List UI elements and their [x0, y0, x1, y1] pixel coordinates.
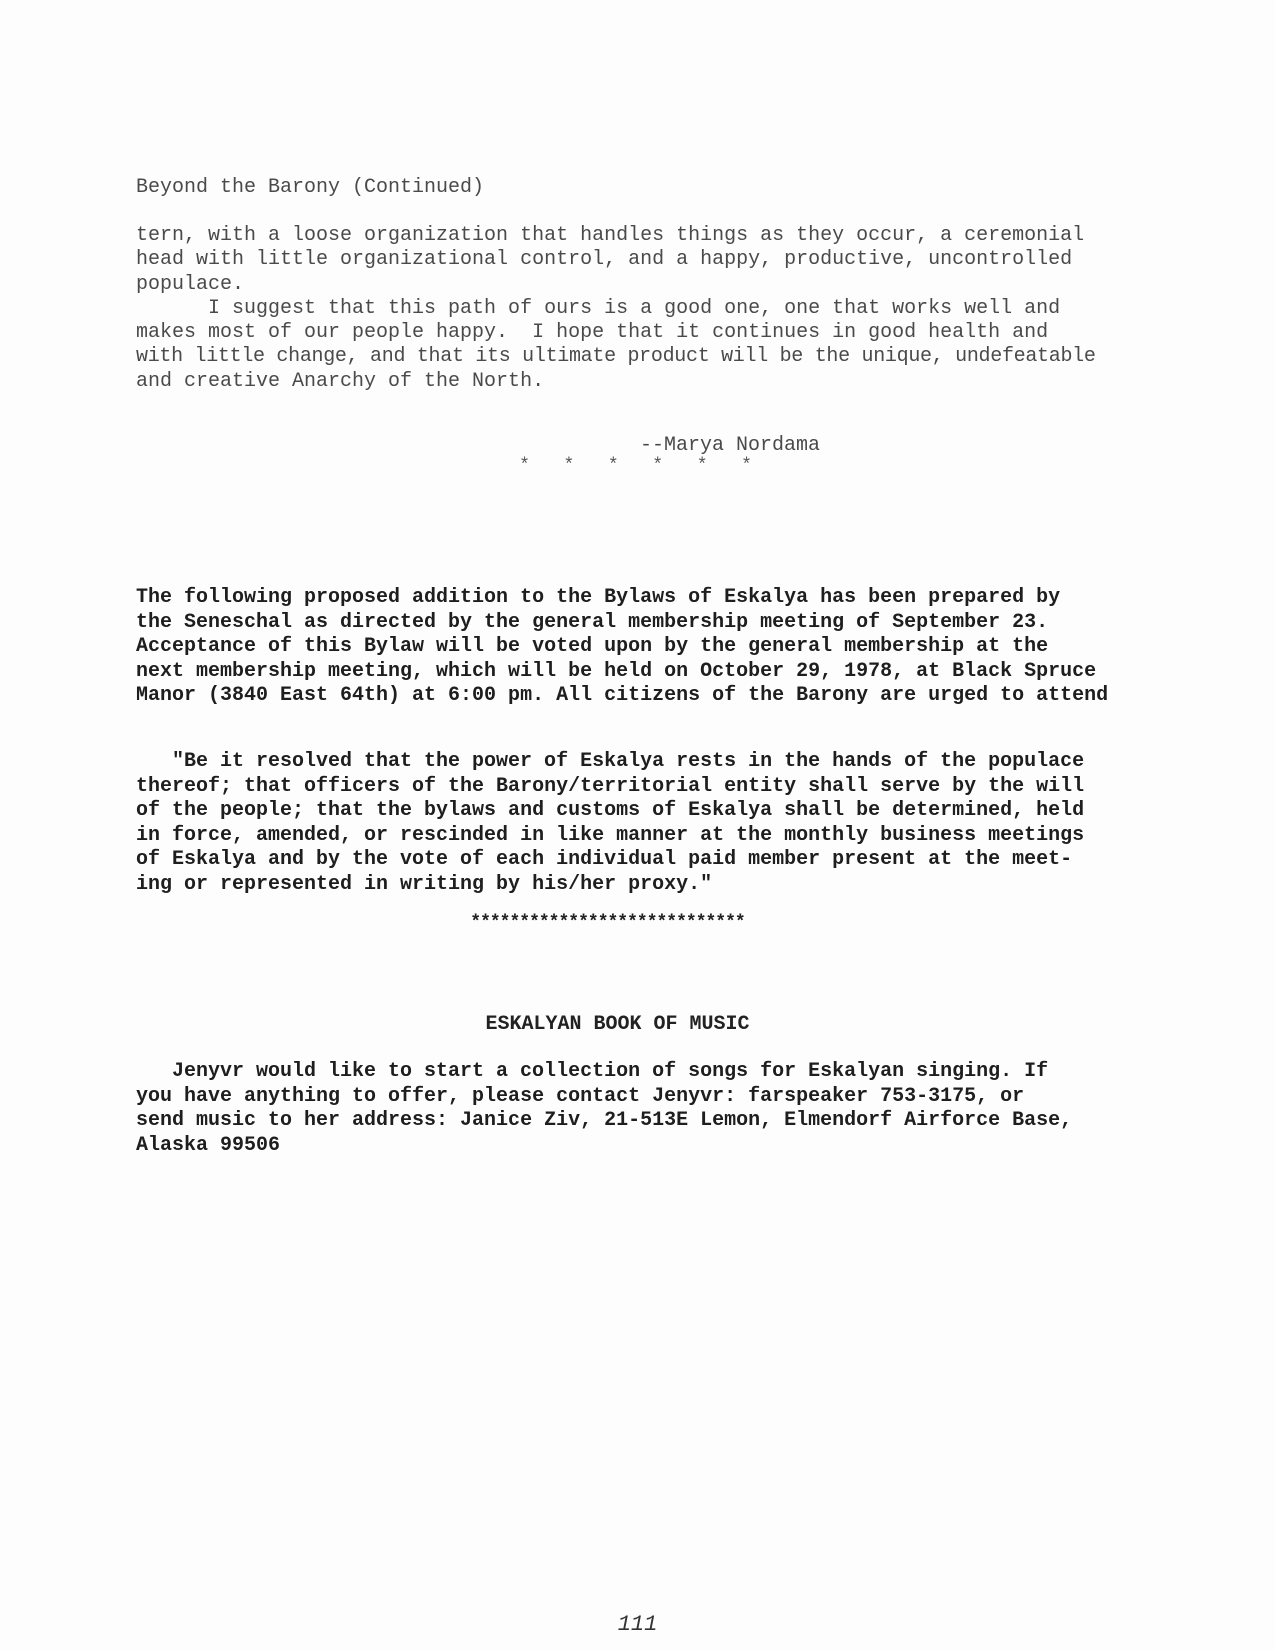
bylaw-resolution: [136, 750, 1084, 897]
article-line: with little change, and that its ultimate product will be the unique, undefeatable: [136, 345, 1096, 369]
bylaw-intro-line: Acceptance of this Bylaw will be voted upon by the general membership at the: [136, 635, 1049, 658]
article-line: tern, with a loose organization that handles things as they occur, a ceremonial: [136, 224, 1085, 247]
resolution-line: "Be it resolved that the power of Eskalya rests in the hands of the populace: [172, 750, 1085, 773]
resolution-line: of the people; that the bylaws and customs of Eskalya shall be determined, held: [136, 799, 1085, 822]
page-number: 111: [617, 1612, 658, 1637]
resolution-line: in force, amended, or rescinded in like manner at the monthly business meetings: [136, 823, 1085, 847]
resolution-line: of Eskalya and by the vote of each individual paid member present at the meet-: [136, 848, 1073, 871]
running-title: Beyond the Barony (Continued): [136, 176, 485, 199]
section-separator: ****************************: [470, 913, 745, 933]
music-notice: [136, 1060, 1072, 1158]
bylaw-intro: [136, 586, 1108, 709]
article-line: I suggest that this path of ours is a good one, one that works well and: [136, 296, 1061, 320]
section-separator: * * * * * *: [519, 456, 756, 476]
article-line: makes most of our people happy. I hope that it continues in good health and: [136, 321, 1049, 345]
bylaw-intro-line: next membership meeting, which will be held on October 29, 1978, at Black Spruce: [136, 659, 1097, 683]
article-line: head with little organizational control, and a happy, productive, uncontrolled: [136, 248, 1073, 272]
music-line: Alaska 99506: [136, 1133, 281, 1157]
resolution-line: ing or represented in writing by his/her proxy.": [136, 872, 713, 896]
section-heading: ESKALYAN BOOK OF MUSIC: [485, 1013, 750, 1036]
music-line: send music to her address: Janice Ziv, 21-513E Lemon, Elmendorf Airforce Base,: [136, 1109, 1073, 1132]
music-line: Jenyvr would like to start a collection of songs for Eskalyan singing. If: [172, 1060, 1049, 1083]
music-line: you have anything to offer, please contact Jenyvr: farspeaker 753-3175, or: [136, 1084, 1025, 1108]
bylaw-intro-line: Manor (3840 East 64th) at 6:00 pm. All citizens of the Barony are urged to attend: [136, 684, 1109, 707]
resolution-line: thereof; that officers of the Barony/territorial entity shall serve by the will: [136, 774, 1085, 798]
article-line: populace.: [136, 272, 245, 296]
bylaw-intro-line: the Seneschal as directed by the general membership meeting of September 23.: [136, 610, 1049, 634]
author-signature: --Marya Nordama: [640, 434, 821, 457]
bylaw-intro-line: The following proposed addition to the Bylaws of Eskalya has been prepared by: [136, 586, 1061, 609]
article-continuation: [136, 224, 1096, 394]
article-line: and creative Anarchy of the North.: [136, 369, 545, 393]
